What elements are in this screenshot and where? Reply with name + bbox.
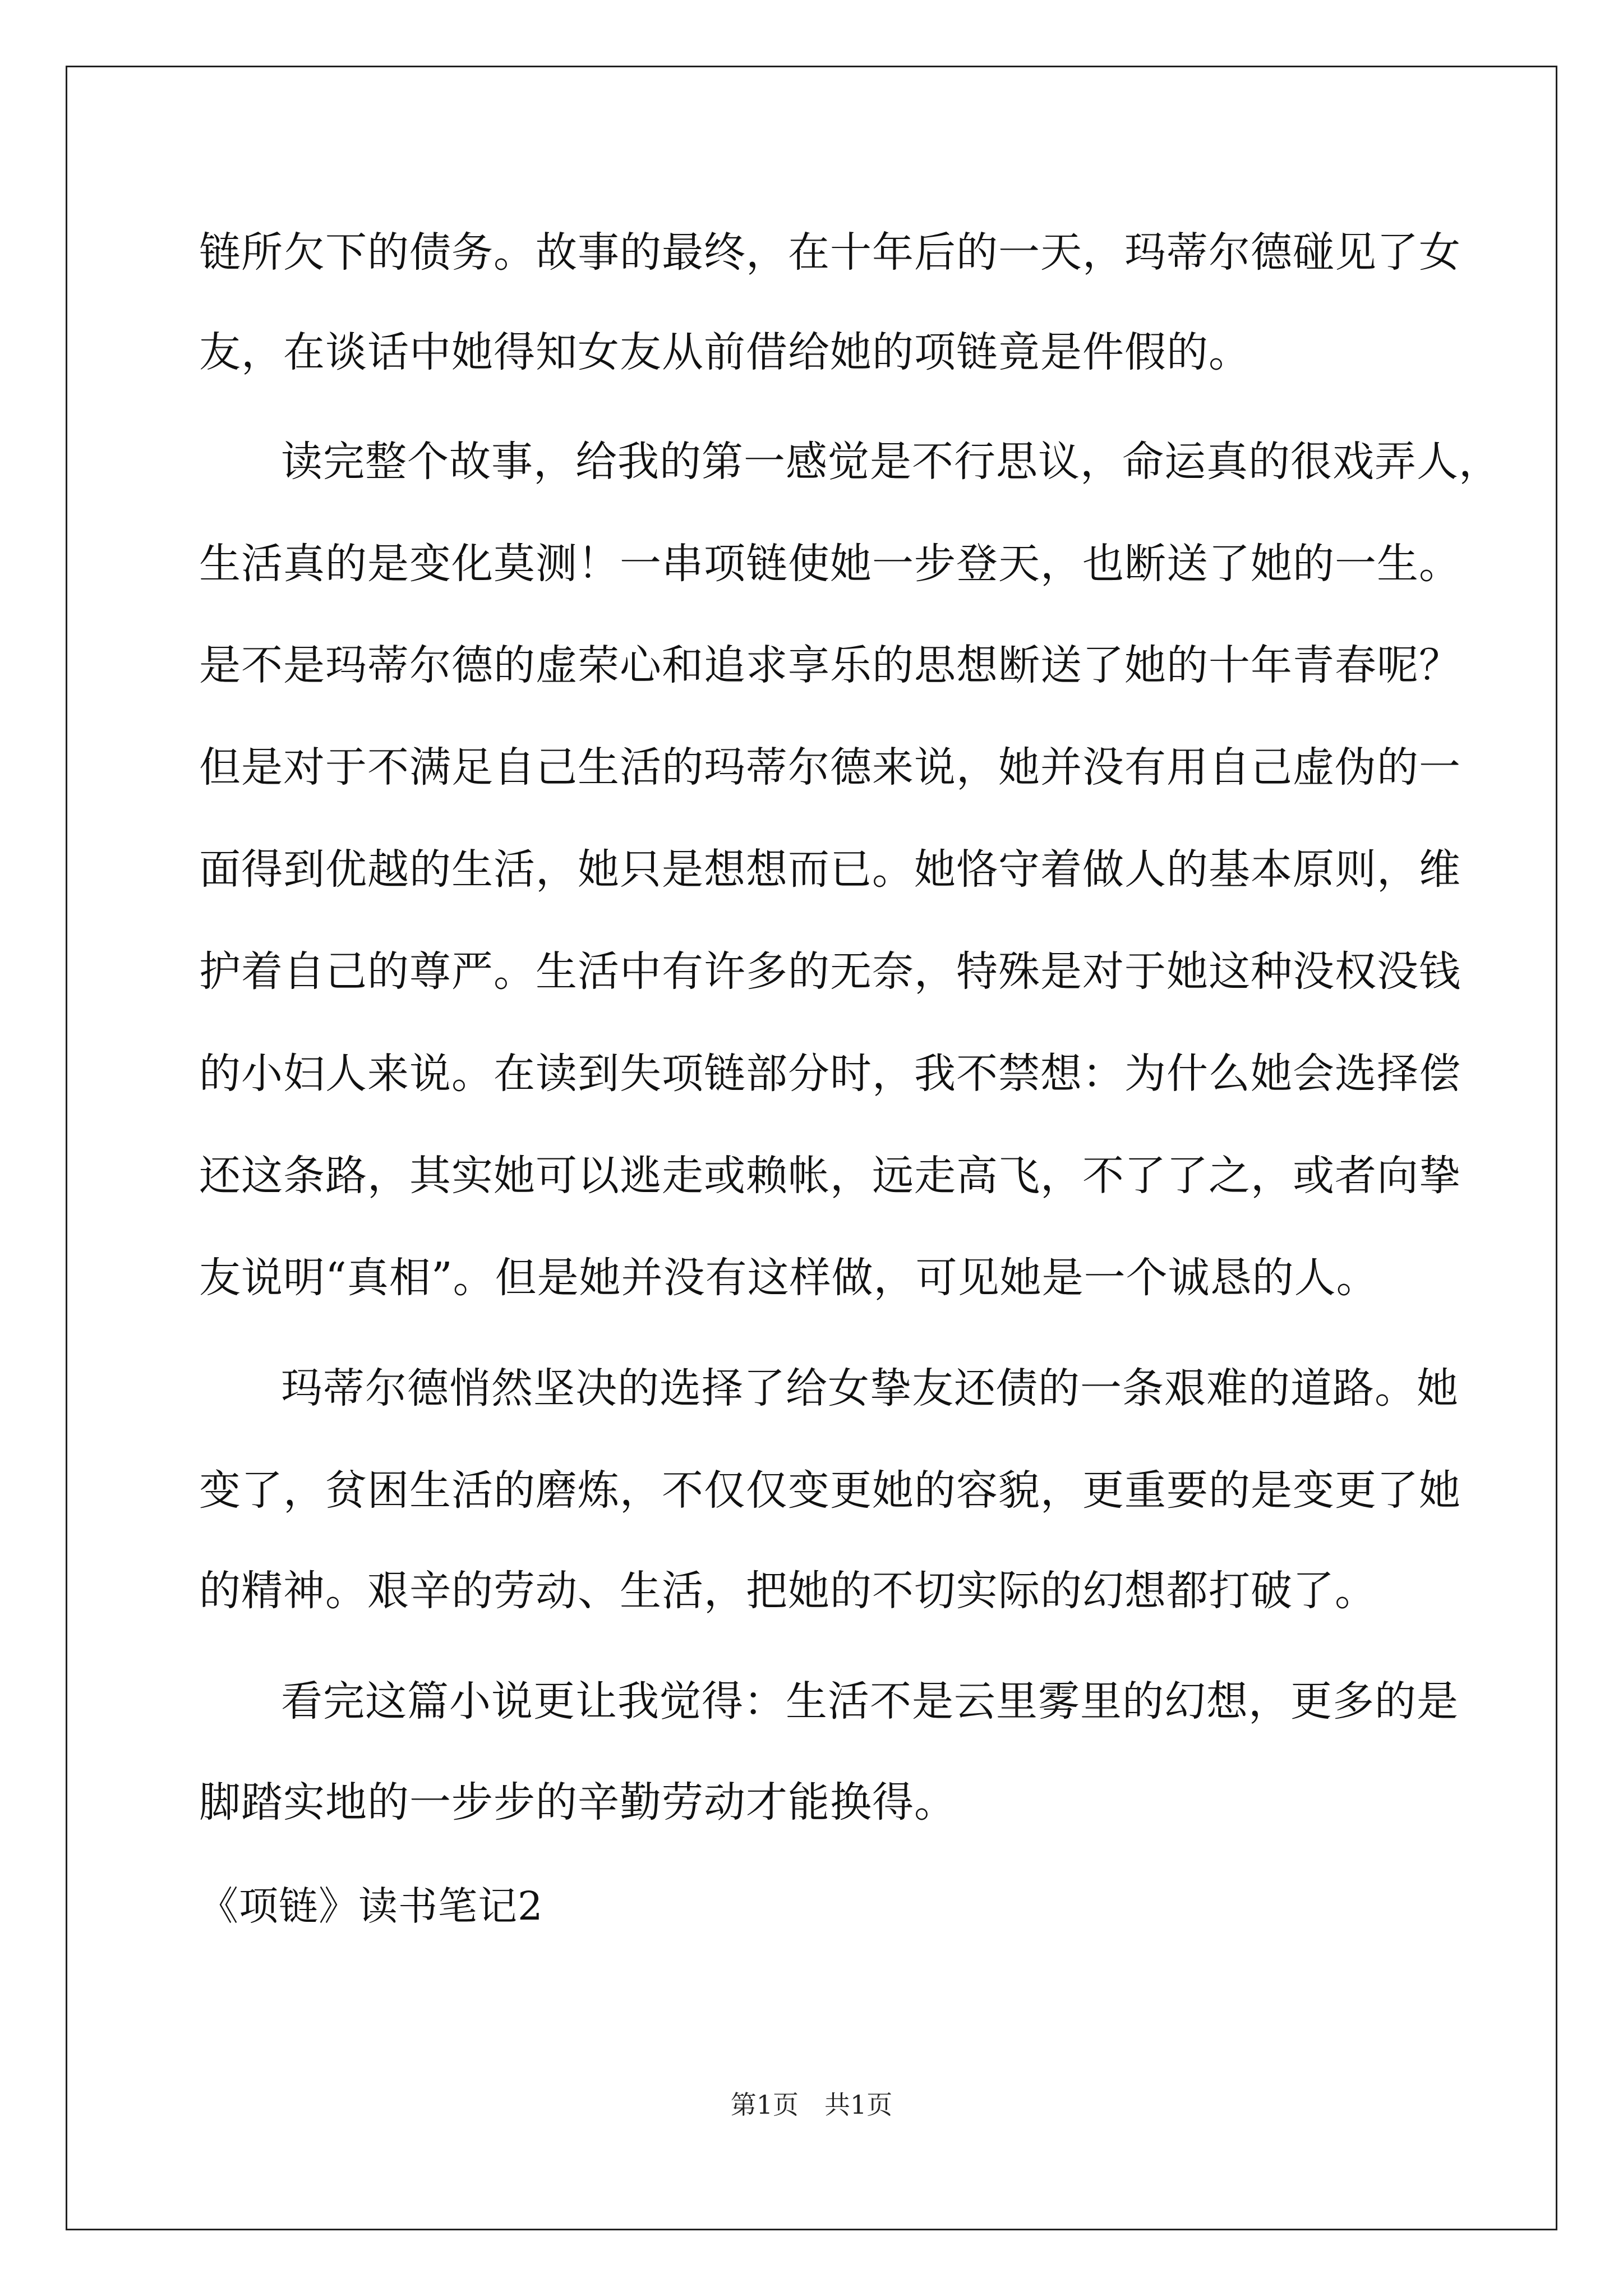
- text-line: 还这条路，其实她可以逃走或赖帐，远走高飞，不了了之，或者向挚: [199, 1152, 1461, 1200]
- page-number: 第1页 共1页: [730, 2090, 893, 2120]
- text-line: 脚踏实地的一步步的辛勤劳动才能换得。: [199, 1778, 956, 1826]
- text-line: 友，在谈话中她得知女友从前借给她的项链竟是件假的。: [199, 328, 1251, 376]
- text-line: 是不是玛蒂尔德的虚荣心和追求享乐的思想断送了她的十年青春呢？: [199, 641, 1461, 689]
- text-line: 玛蒂尔德悄然坚决的选择了给女挚友还债的一条艰难的道路。她: [281, 1364, 1459, 1412]
- text-line: 链所欠下的债务。故事的最终，在十年后的一天，玛蒂尔德碰见了女: [199, 228, 1461, 277]
- text-line: 看完这篇小说更让我觉得：生活不是云里雾里的幻想，更多的是: [281, 1677, 1459, 1726]
- text-line: 的小妇人来说。在读到失项链部分时，我不禁想：为什么她会选择偿: [199, 1050, 1461, 1098]
- text-line: 的精神。艰辛的劳动、生活，把她的不切实际的幻想都打破了。: [199, 1567, 1377, 1615]
- text-line: 友说明“真相”。但是她并没有这样做，可见她是一个诚恳的人。: [199, 1254, 1378, 1302]
- text-line: 但是对于不满足自己生活的玛蒂尔德来说，她并没有用自己虚伪的一: [199, 743, 1461, 792]
- section-heading: 《项链》读书笔记2: [199, 1883, 543, 1929]
- text-line: 变了，贫困生活的磨炼，不仅仅变更她的容貌，更重要的是变更了她: [199, 1466, 1461, 1515]
- text-line: 面得到优越的生活，她只是想想而已。她恪守着做人的基本原则，维: [199, 845, 1461, 894]
- text-line: 读完整个故事，给我的第一感觉是不行思议，命运真的很戏弄人，: [281, 438, 1501, 486]
- text-line: 生活真的是变化莫测！一串项链使她一步登天，也断送了她的一生。: [199, 540, 1461, 588]
- text-line: 护着自己的尊严。生活中有许多的无奈，特殊是对于她这种没权没钱: [199, 947, 1461, 996]
